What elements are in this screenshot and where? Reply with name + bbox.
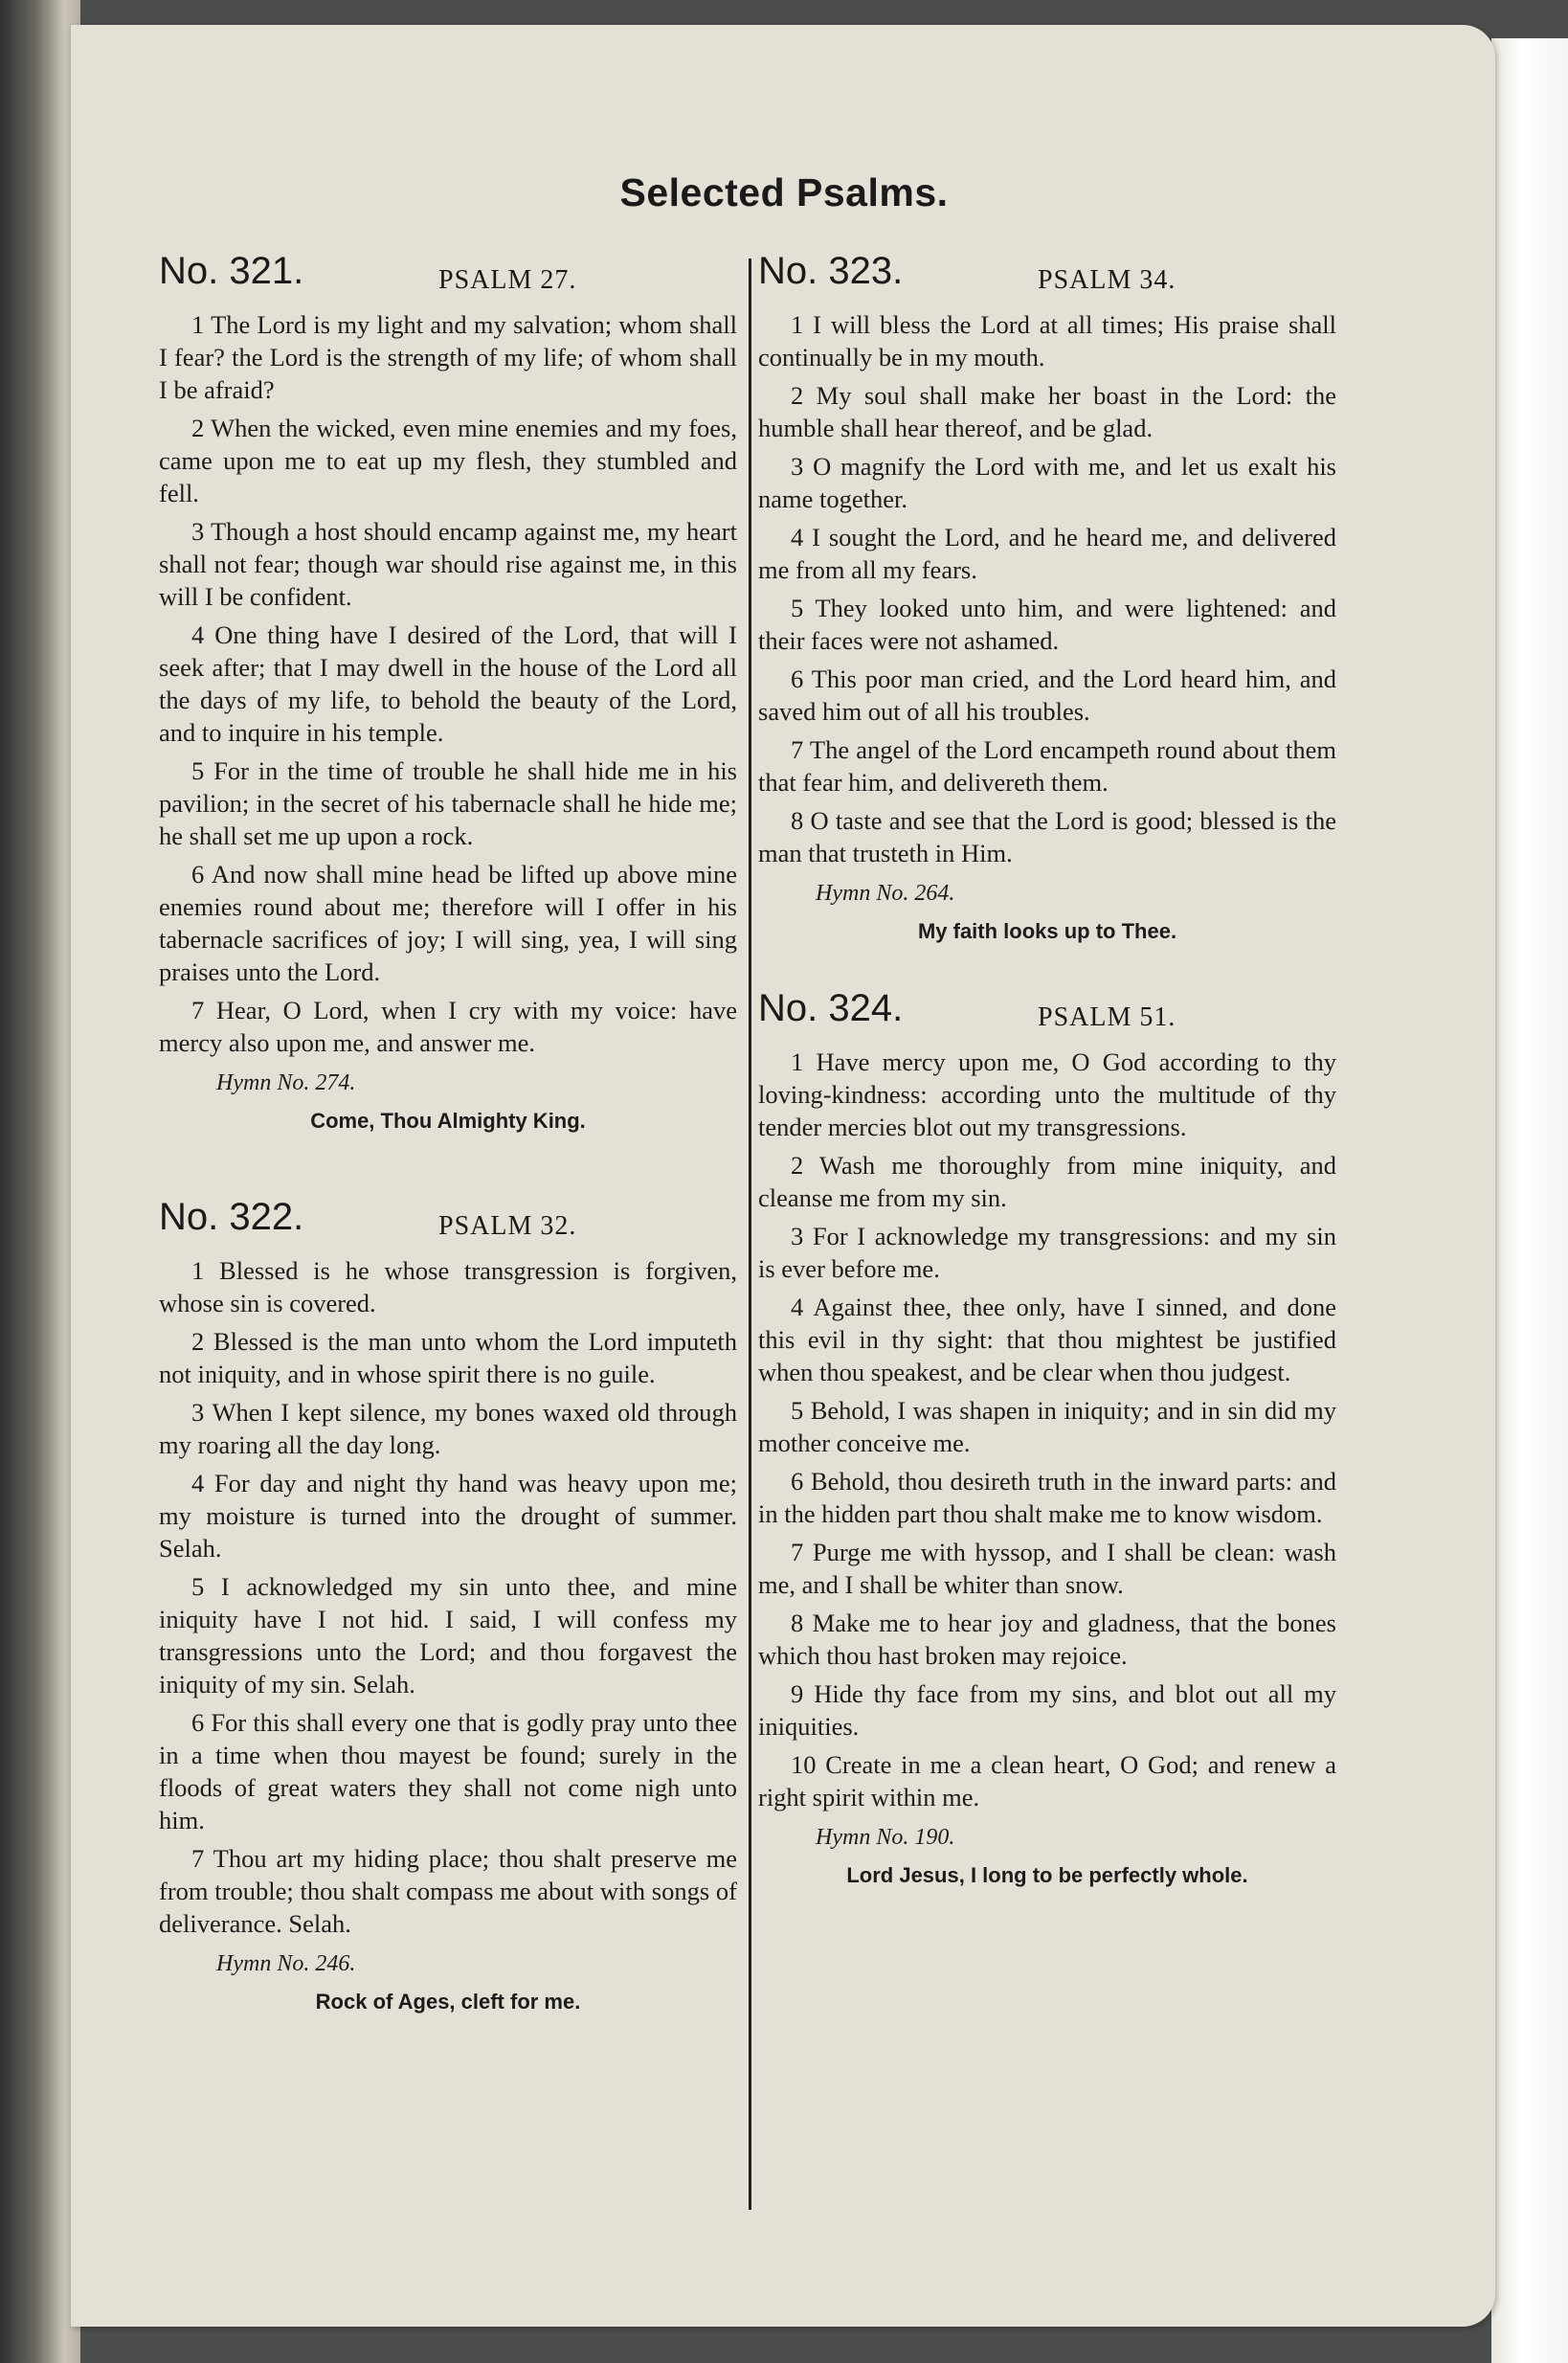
- psalm-number: No. 324.: [758, 987, 904, 1029]
- hymn-number: Hymn No. 190.: [816, 1825, 955, 1850]
- column-divider: [749, 259, 751, 2210]
- psalm-321: [159, 250, 737, 1137]
- verse: 4 One thing have I desired of the Lord, that will I seek after; that I may dwell in the house of the Lord all the days of my life, to behold the beauty of the Lord, and to inquire in his temple.: [159, 620, 737, 747]
- psalm-reference: PSALM 34.: [1038, 265, 1176, 295]
- verse: 2 Blessed is the man unto whom the Lord imputeth not iniquity, and in whose spirit there is no guile.: [159, 1327, 737, 1388]
- verse: 3 For I acknowledge my transgressions: and my sin is ever before me.: [758, 1222, 1336, 1283]
- verse: 9 Hide thy face from my sins, and blot out all my iniquities.: [758, 1679, 1336, 1741]
- page-title: Selected Psalms.: [619, 170, 949, 214]
- book-binding-left: [0, 0, 80, 2363]
- left-column: [159, 250, 737, 2018]
- hymn-number: Hymn No. 264.: [816, 881, 955, 906]
- right-column: [758, 250, 1336, 1892]
- psalm-reference: PSALM 27.: [438, 265, 577, 295]
- psalm-header: [159, 1196, 737, 1249]
- verse: 7 The angel of the Lord encampeth round about them that fear him, and delivereth them.: [758, 735, 1336, 797]
- section-spacer: [159, 1137, 737, 1201]
- psalm-header: [159, 250, 737, 303]
- verse: 10 Create in me a clean heart, O God; and renew a right spirit within me.: [758, 1750, 1336, 1812]
- verse: 6 For this shall every one that is godly pray unto thee in a time when thou mayest be found; surely in the floods of great waters they shall not come nigh unto him.: [159, 1708, 737, 1834]
- hymn-number: Hymn No. 246.: [216, 1951, 356, 1976]
- verse: 1 Have mercy upon me, O God according to thy loving-kindness: according unto the multitude of thy tender mercies blot out my transgressions.: [758, 1047, 1336, 1141]
- hymn-title: Rock of Ages, cleft for me.: [315, 1990, 581, 2014]
- verse: 7 Purge me with hyssop, and I shall be clean: wash me, and I shall be whiter than snow.: [758, 1538, 1336, 1599]
- psalm-number: No. 323.: [758, 250, 904, 292]
- verse: 4 I sought the Lord, and he heard me, and delivered me from all my fears.: [758, 523, 1336, 584]
- verse: 1 The Lord is my light and my salvation; whom shall I fear? the Lord is the strength of my life; of whom shall I be afraid?: [159, 310, 737, 404]
- verse: 2 Wash me thoroughly from mine iniquity, and cleanse me from my sin.: [758, 1151, 1336, 1212]
- verse: 2 My soul shall make her boast in the Lord: the humble shall hear thereof, and be glad.: [758, 381, 1336, 442]
- verse: 6 This poor man cried, and the Lord heard him, and saved him out of all his troubles.: [758, 664, 1336, 726]
- psalm-322: [159, 1196, 737, 2018]
- psalm-number: No. 321.: [159, 250, 304, 292]
- verse: 5 They looked unto him, and were lightened: and their faces were not ashamed.: [758, 594, 1336, 655]
- verse: 5 For in the time of trouble he shall hide me in his pavilion; in the secret of his tabernacle shall he hide me; he shall set me up upon a rock.: [159, 756, 737, 850]
- psalm-header: [758, 987, 1336, 1040]
- section-spacer: [758, 948, 1336, 992]
- hymn-title: My faith looks up to Thee.: [917, 919, 1177, 943]
- psalm-reference: PSALM 51.: [1038, 1002, 1176, 1032]
- psalm-reference: PSALM 32.: [438, 1211, 577, 1241]
- verse: 7 Thou art my hiding place; thou shalt preserve me from trouble; thou shalt compass me about with songs of deliverance. Selah.: [159, 1844, 737, 1938]
- hymn-title: Lord Jesus, I long to be perfectly whole.: [846, 1863, 1248, 1887]
- verse: 2 When the wicked, even mine enemies and my foes, came upon me to eat up my flesh, they stumbled and fell.: [159, 414, 737, 507]
- psalm-324: [758, 987, 1336, 1892]
- verse: 3 O magnify the Lord with me, and let us exalt his name together.: [758, 452, 1336, 513]
- verse: 3 When I kept silence, my bones waxed old through my roaring all the day long.: [159, 1398, 737, 1459]
- verse: 3 Though a host should encamp against me, my heart shall not fear; though war should rise against me, in this will I be confident.: [159, 517, 737, 611]
- verse: 6 And now shall mine head be lifted up above mine enemies round about me; therefore will I offer in his tabernacle sacrifices of joy; I will sing, yea, I will sing praises unto the Lord.: [159, 860, 737, 986]
- verse: 5 Behold, I was shapen in iniquity; and in sin did my mother conceive me.: [758, 1396, 1336, 1457]
- verse: 7 Hear, O Lord, when I cry with my voice: have mercy also upon me, and answer me.: [159, 996, 737, 1057]
- psalm-number: No. 322.: [159, 1196, 304, 1238]
- verse: 8 Make me to hear joy and gladness, that the bones which thou hast broken may rejoice.: [758, 1609, 1336, 1670]
- verse: 5 I acknowledged my sin unto thee, and mine iniquity have I not hid. I said, I will confess my transgressions unto the Lord; and thou forgavest the iniquity of my sin. Selah.: [159, 1572, 737, 1699]
- verse: 6 Behold, thou desireth truth in the inward parts: and in the hidden part thou shalt make me to know wisdom.: [758, 1467, 1336, 1528]
- verse: 4 Against thee, thee only, have I sinned, and done this evil in thy sight: that thou mightest be justified when thou speakest, and be clear when thou judgest.: [758, 1293, 1336, 1386]
- psalm-323: [758, 250, 1336, 948]
- verse: 4 For day and night thy hand was heavy upon me; my moisture is turned into the drought of summer. Selah.: [159, 1469, 737, 1563]
- verse: 1 Blessed is he whose transgression is forgiven, whose sin is covered.: [159, 1256, 737, 1317]
- hymn-number: Hymn No. 274.: [216, 1070, 356, 1095]
- psalm-header: [758, 250, 1336, 303]
- verse: 8 O taste and see that the Lord is good; blessed is the man that trusteth in Him.: [758, 806, 1336, 867]
- page-edge-right: [1491, 38, 1568, 2363]
- verse: 1 I will bless the Lord at all times; His praise shall continually be in my mouth.: [758, 310, 1336, 371]
- hymn-title: Come, Thou Almighty King.: [310, 1109, 586, 1133]
